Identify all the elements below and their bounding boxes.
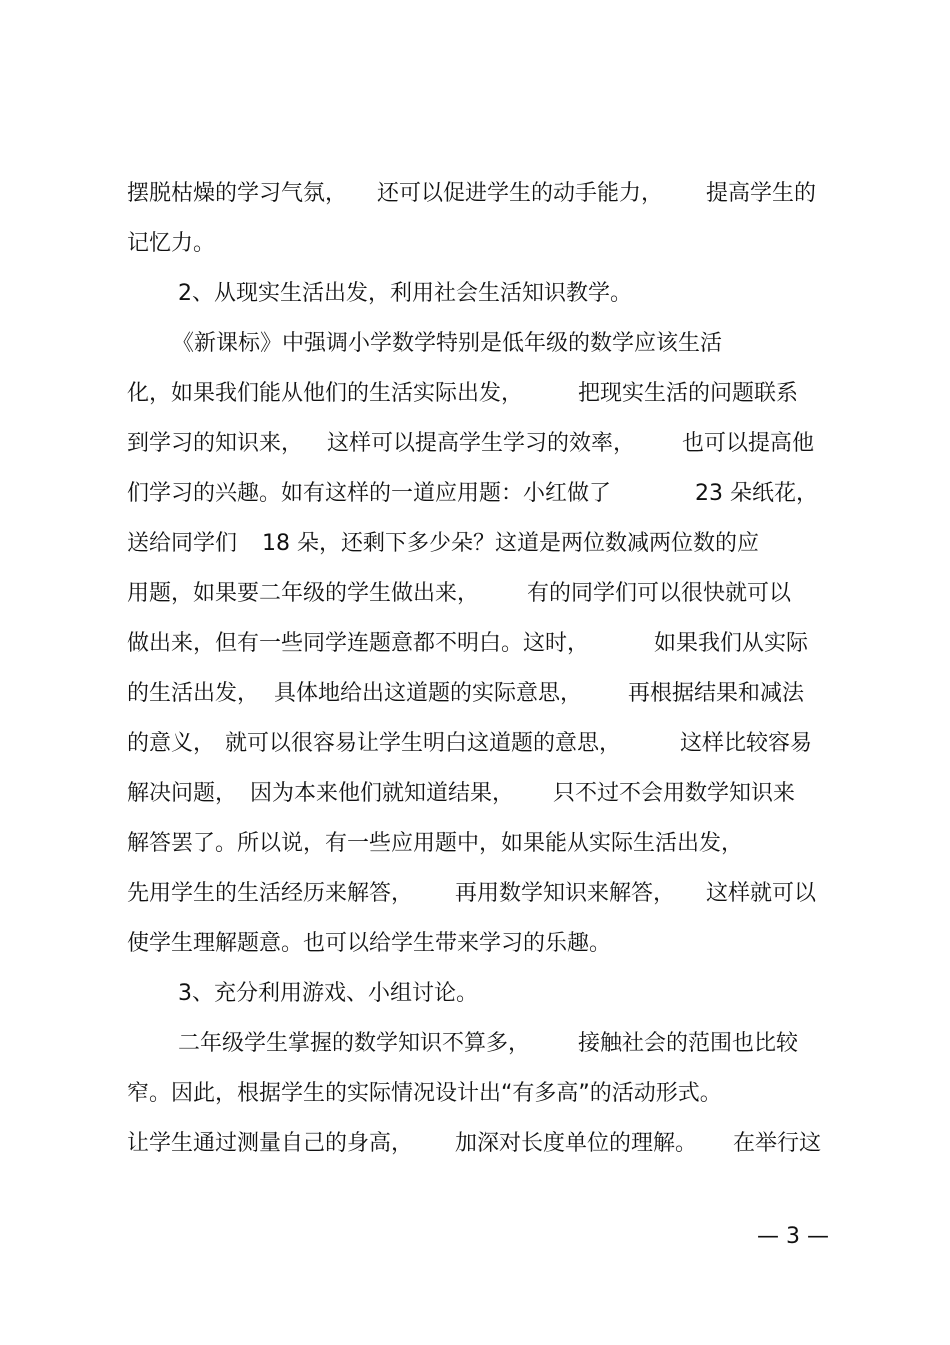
text-line <box>0 824 950 864</box>
text-segment: 也可以提高他 <box>682 431 815 456</box>
text-segment: 接触社会的范围也比较 <box>578 1031 799 1056</box>
text-segment: 23 朵纸花， <box>695 481 818 506</box>
text-segment: 3、充分利用游戏、小组讨论。 <box>178 981 478 1006</box>
text-segment: 使学生理解题意。也可以给学生带来学习的乐趣。 <box>127 931 612 956</box>
text-segment: 在举行这 <box>733 1131 822 1156</box>
text-segment: 把现实生活的问题联系 <box>578 381 799 406</box>
text-segment: 提高学生的 <box>706 181 817 206</box>
text-segment: 因为本来他们就知道结果， <box>250 781 515 806</box>
text-line <box>0 724 950 764</box>
text-segment: 这样比较容易 <box>680 731 813 756</box>
text-segment: 再用数学知识来解答， <box>455 881 676 906</box>
text-segment: 《新课标》中强调小学数学特别是低年级的数学应该生活 <box>172 331 723 356</box>
text-segment: 就可以很容易让学生明白这道题的意思， <box>225 731 622 756</box>
text-segment: 二年级学生掌握的数学知识不算多， <box>178 1031 531 1056</box>
text-segment: 有的同学们可以很快就可以 <box>527 581 792 606</box>
text-line <box>0 624 950 664</box>
text-segment: 记忆力。 <box>127 231 216 256</box>
text-line <box>0 924 950 964</box>
text-segment: 18 朵，还剩下多少朵？这道是两位数减两位数的应 <box>262 531 759 556</box>
text-segment: 只不过不会用数学知识来 <box>553 781 796 806</box>
text-segment: 还可以促进学生的动手能力， <box>377 181 664 206</box>
text-line <box>0 574 950 614</box>
page-number: — 3 — <box>757 1224 829 1249</box>
text-segment: 如果我们从实际 <box>654 631 809 656</box>
text-segment: 窄。因此，根据学生的实际情况设计出“有多高”的活动形式。 <box>127 1081 722 1106</box>
text-segment: 摆脱枯燥的学习气氛， <box>127 181 348 206</box>
text-segment: 这样就可以 <box>706 881 817 906</box>
text-segment: 的意义， <box>127 731 216 756</box>
text-segment: 解决问题， <box>127 781 238 806</box>
text-line <box>0 1074 950 1114</box>
text-line <box>0 1124 950 1164</box>
text-segment: 做出来，但有一些同学连题意都不明白。这时， <box>127 631 590 656</box>
text-segment: 2、从现实生活出发，利用社会生活知识教学。 <box>178 281 632 306</box>
text-segment: 加深对长度单位的理解。 <box>455 1131 698 1156</box>
text-line <box>0 874 950 914</box>
text-line <box>0 774 950 814</box>
text-segment: 的生活出发， <box>127 681 260 706</box>
text-segment: 送给同学们 <box>127 531 238 556</box>
text-segment: 化，如果我们能从他们的生活实际出发， <box>127 381 524 406</box>
text-segment: 解答罢了。所以说，有一些应用题中，如果能从实际生活出发， <box>127 831 744 856</box>
text-segment: 具体地给出这道题的实际意思， <box>274 681 583 706</box>
text-segment: 先用学生的生活经历来解答， <box>127 881 414 906</box>
text-segment: 再根据结果和减法 <box>628 681 805 706</box>
text-segment: 们学习的兴趣。如有这样的一道应用题：小红做了 <box>127 481 612 506</box>
text-segment: 这样可以提高学生学习的效率， <box>327 431 636 456</box>
text-segment: 让学生通过测量自己的身高， <box>127 1131 414 1156</box>
text-line <box>0 324 950 364</box>
text-line <box>0 474 950 514</box>
text-line <box>0 224 950 264</box>
text-line <box>0 424 950 464</box>
text-line <box>0 674 950 714</box>
text-line <box>0 174 950 214</box>
text-segment: 用题，如果要二年级的学生做出来， <box>127 581 480 606</box>
text-line <box>0 374 950 414</box>
text-line <box>0 524 950 564</box>
text-segment: 到学习的知识来， <box>127 431 304 456</box>
section-heading <box>0 974 950 1014</box>
section-heading <box>0 274 950 314</box>
text-line <box>0 1024 950 1064</box>
